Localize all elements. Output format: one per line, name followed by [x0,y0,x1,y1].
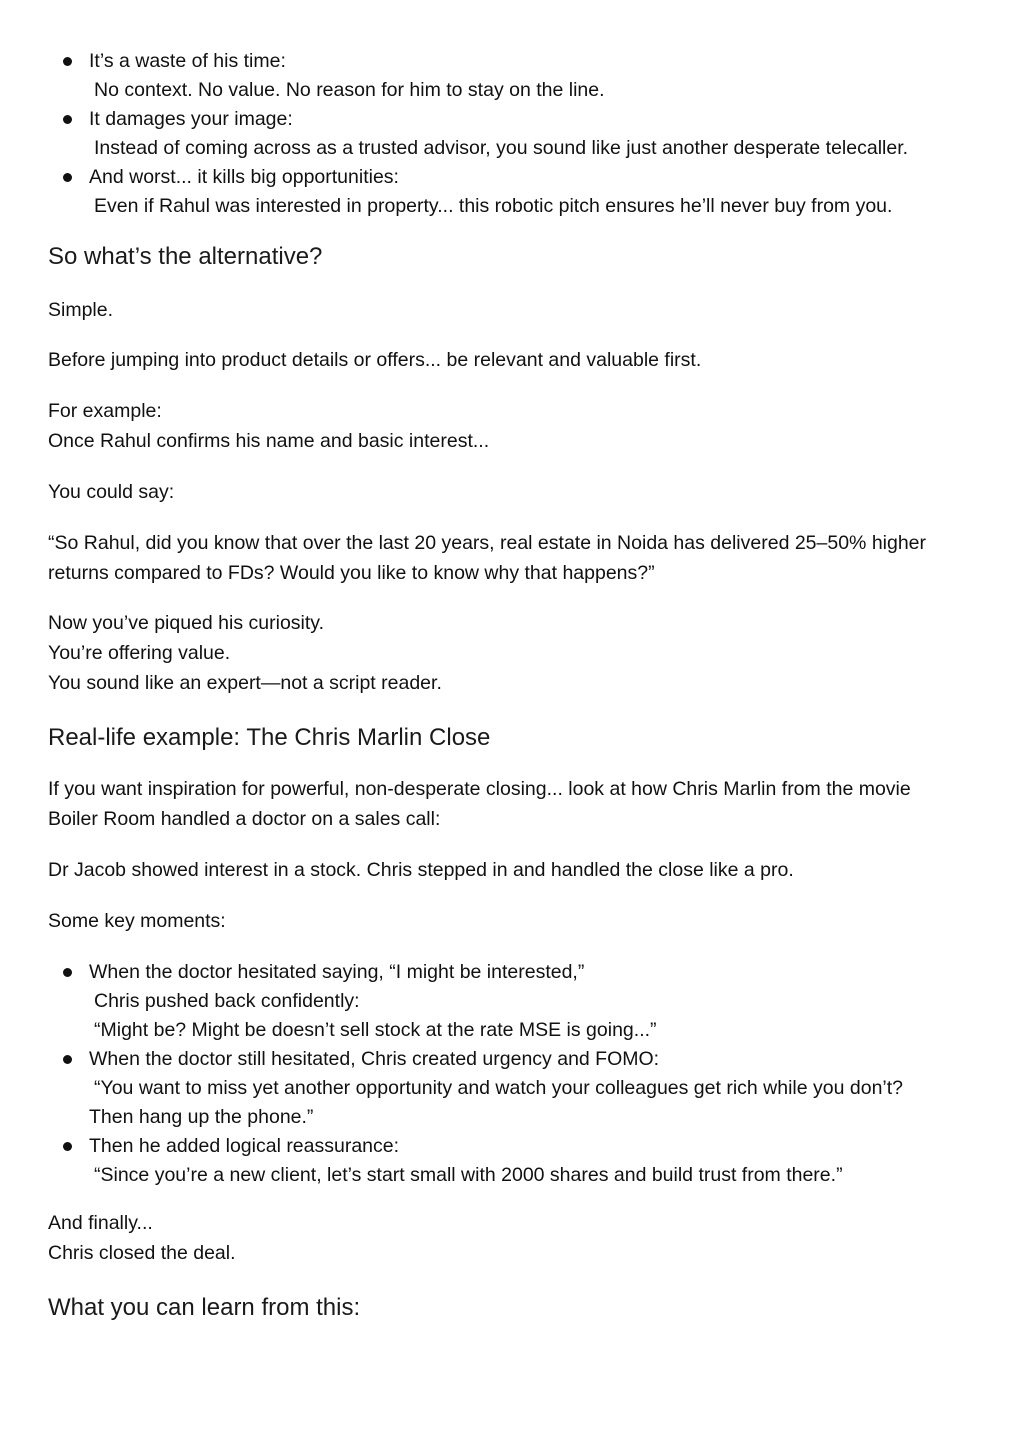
paragraph-key-moments: Some key moments: [48,910,226,932]
paragraph-before: Before jumping into product details or offers... be relevant and valuable first. [48,349,702,371]
bullet-heading: And worst... it kills big opportunities: [89,166,399,188]
paragraph-could-say: You could say: [48,481,175,503]
text-line: Once Rahul confirms his name and basic interest... [48,430,490,452]
bullet-body: Even if Rahul was interested in property... this robotic pitch ensures he’ll never buy from you. [94,195,893,217]
bullet-heading: It’s a waste of his time: [89,50,286,72]
bullet-body: Instead of coming across as a trusted advisor, you sound like just another desperate telecaller. [94,137,909,159]
text-line: You’re offering value. [48,642,231,664]
bullet-line: Then hang up the phone.” [89,1106,314,1128]
text-line: For example: [48,400,162,422]
bullet-line: “Might be? Might be doesn’t sell stock at the rate MSE is going...” [94,1019,657,1041]
list-item [0,163,984,221]
paragraph-curiosity [48,608,984,698]
list-item [0,105,984,163]
list-item [0,958,984,1045]
bullet-list-reasons [0,47,984,221]
text-line: If you want inspiration for powerful, non-desperate closing... look at how Chris Marlin from the movie [48,778,911,800]
bullet-line: “Since you’re a new client, let’s start small with 2000 shares and build trust from there.” [94,1164,843,1186]
bullet-heading: Then he added logical reassurance: [89,1135,400,1157]
bullet-body: No context. No value. No reason for him to stay on the line. [94,79,605,101]
paragraph-finally [48,1208,984,1268]
heading-alternative: So what’s the alternative? [48,243,323,270]
bullet-list-moments [0,958,984,1190]
paragraph-example [48,396,984,456]
text-line: Boiler Room handled a doctor on a sales call: [48,808,441,830]
bullet-heading: When the doctor hesitated saying, “I might be interested,” [89,961,585,983]
text-line: “So Rahul, did you know that over the last 20 years, real estate in Noida has delivered 25–50% higher [48,532,927,554]
text-line: You sound like an expert—not a script reader. [48,672,442,694]
list-item [0,1045,984,1132]
text-line: Chris closed the deal. [48,1242,236,1264]
text-line: And finally... [48,1212,153,1234]
bullet-line: “You want to miss yet another opportunity and watch your colleagues get rich while you don’t? [94,1077,904,1099]
heading-real-life: Real-life example: The Chris Marlin Close [48,724,491,751]
bullet-line: Chris pushed back confidently: [94,990,360,1012]
paragraph-quote [48,528,984,588]
bullet-heading: It damages your image: [89,108,293,130]
paragraph-simple: Simple. [48,299,114,321]
text-line: Now you’ve piqued his curiosity. [48,612,325,634]
heading-learn: What you can learn from this: [48,1294,361,1321]
list-item [0,1132,984,1190]
text-line: returns compared to FDs? Would you like to know why that happens?” [48,562,655,584]
bullet-heading: When the doctor still hesitated, Chris created urgency and FOMO: [89,1048,660,1070]
list-item [0,47,984,105]
paragraph-inspiration [48,774,984,834]
paragraph-jacob: Dr Jacob showed interest in a stock. Chris stepped in and handled the close like a pro. [48,859,794,881]
